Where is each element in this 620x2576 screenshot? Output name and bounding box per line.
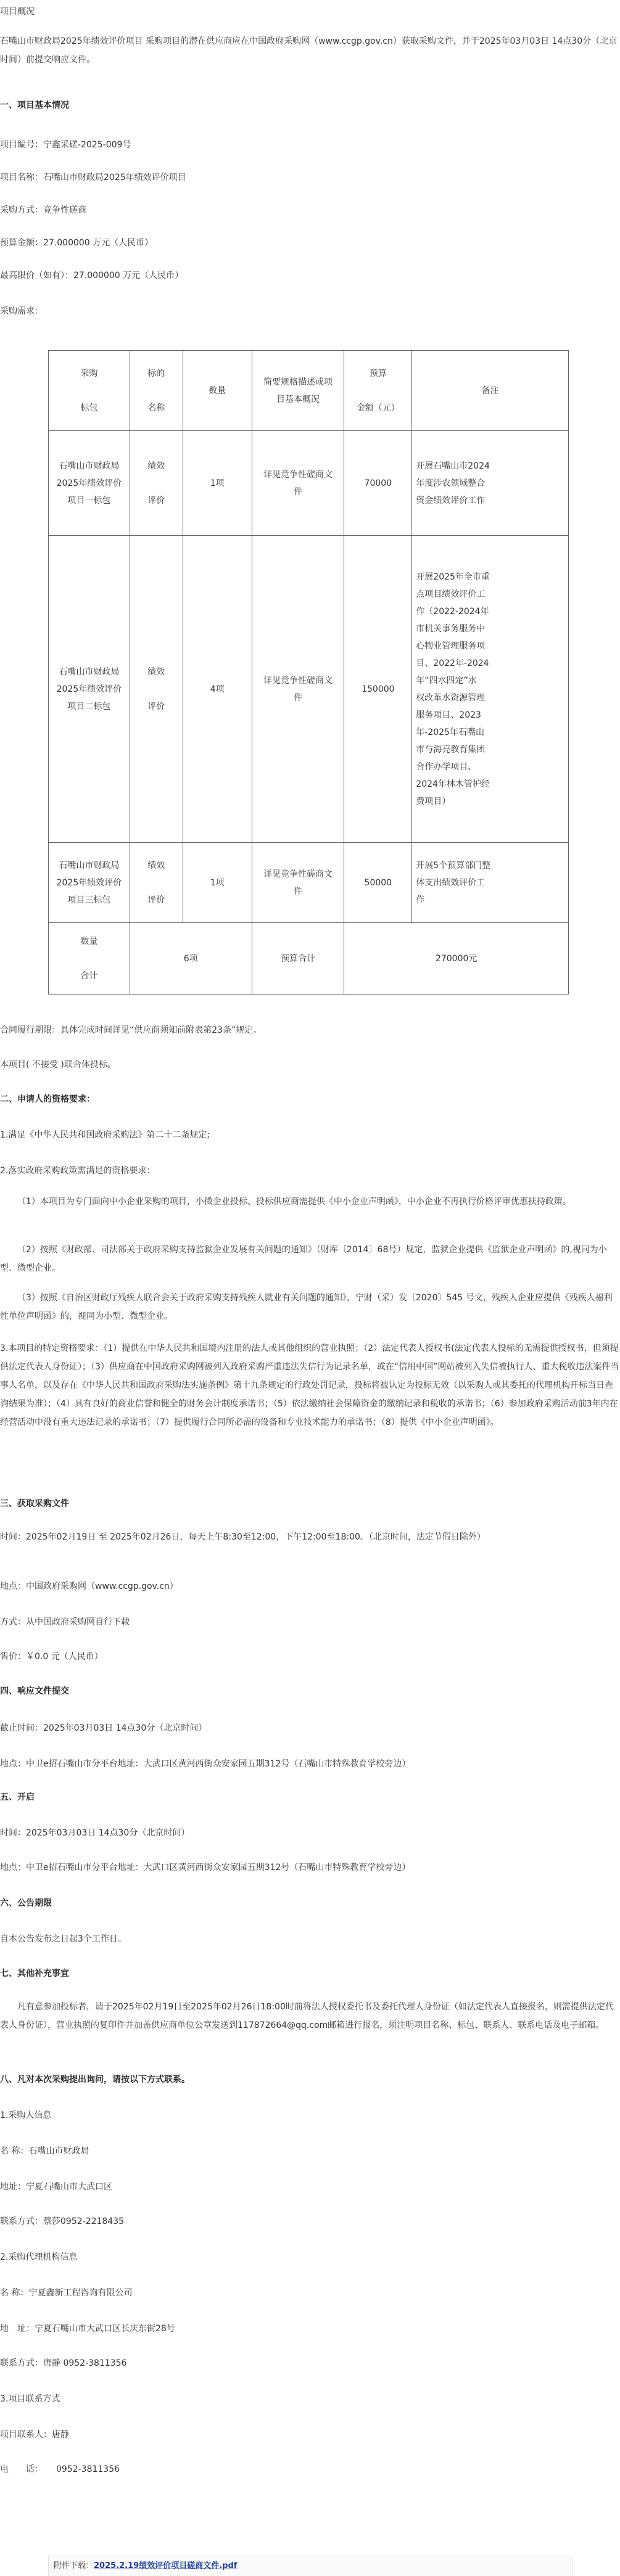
requirements-table	[48, 350, 569, 995]
max-price: 最高限价（如有）：27.000000 万元（人民币）	[0, 271, 184, 281]
table-row	[49, 843, 569, 923]
table-cell: 绩效 评价	[130, 843, 183, 923]
table-cell: 1项	[183, 843, 252, 923]
attachment-download-link[interactable]: 2025.2.19绩效评价项目磋商文件.pdf	[94, 2561, 238, 2570]
table-header: 预算 金额（元）	[344, 351, 412, 431]
table-cell: 详见竞争性磋商文 件	[252, 843, 344, 923]
policy-sme: （1）本项目为专门面向中小企业采购的项目，小微企业投标、投标供应商需提供《中小企业声明函》，中小企业不再执行价格评审优惠扶持政策。	[17, 1197, 571, 1207]
overview-title: 项目概况	[0, 7, 35, 17]
section-8-title: 八、凡对本次采购提出询问，请按以下方式联系。	[0, 2075, 190, 2085]
policy-disabled: （3）按照《自治区财政厅残疾人联合会关于政府采购支持残疾人就业有关问题的通知》，宁财（采）发〔2020〕545 号文，残疾人企业应提供《残疾人福利性单位声明函》的，视同为小型、微型企业。	[0, 1293, 613, 1321]
purchaser-address: 地址：宁夏石嘴山市大武口区	[0, 2182, 112, 2192]
total-budget-label: 预算合计	[252, 923, 344, 995]
attachment-bar	[48, 2556, 572, 2576]
table-cell: 石嘴山市财政局 2025年绩效评价 项目二标包	[49, 536, 130, 843]
section-7-title: 七、其他补充事宜	[0, 1969, 69, 1979]
project-contact-person: 项目联系人：唐静	[0, 2430, 69, 2440]
project-contact-phone: 电 话： 0952-3811356	[0, 2464, 120, 2474]
opening-place: 地点：中卫e招石嘴山市分平台地址：大武口区黄河西街众安家园五期312号（石嘴山市特殊教育学校旁边）	[0, 1863, 411, 1873]
table-cell: 详见竞争性磋商文 件	[252, 536, 344, 843]
acquire-time: 时间：2025年02月19日 至 2025年02月26日，每天上午8:30至12:00，下午12:00至18:00。（北京时间，法定节假日除外）	[0, 1532, 486, 1542]
notice-period: 自本公告发布之日起3个工作日。	[0, 1934, 126, 1944]
qualification-1: 1.满足《中华人民共和国政府采购法》第二十二条规定;	[0, 1130, 210, 1140]
table-cell: 详见竞争性磋商文 件	[252, 431, 344, 536]
table-cell: 50000	[344, 843, 412, 923]
section-3-title: 三、获取采购文件	[0, 1499, 69, 1509]
demand-label: 采购需求：	[0, 306, 43, 316]
table-header: 备注	[412, 351, 569, 431]
procurement-method: 采购方式：竞争性磋商	[0, 205, 86, 215]
acquire-price: 售价：￥0.0 元（人民币）	[0, 1652, 103, 1662]
table-cell: 石嘴山市财政局 2025年绩效评价 项目三标包	[49, 843, 130, 923]
acquire-place: 地点：中国政府采购网（www.ccgp.gov.cn）	[0, 1581, 178, 1591]
table-cell: 开展石嘴山市2024 年度涉农领域整合 资金绩效评价工作	[412, 431, 569, 536]
project-number: 项目编号：宁鑫采磋-2025-009号	[0, 140, 131, 150]
table-header-row	[49, 351, 569, 431]
attachment-label: 附件下载：	[54, 2561, 94, 2570]
agency-name: 名 称：宁夏鑫新工程咨询有限公司	[0, 2288, 133, 2298]
table-row	[49, 431, 569, 536]
section-6-title: 六、公告期限	[0, 1898, 52, 1908]
section-2-title: 二、申请人的资格要求：	[0, 1094, 95, 1104]
table-cell: 70000	[344, 431, 412, 536]
project-contact-title: 3.项目联系方式	[0, 2394, 60, 2404]
table-row	[49, 536, 569, 843]
section-5-title: 五、开启	[0, 1792, 35, 1802]
submit-deadline: 截止时间：2025年03月03日 14点30分（北京时间）	[0, 1723, 207, 1733]
consortium-note: 本项目( 不接受 )联合体投标。	[0, 1060, 116, 1070]
table-cell: 绩效 评价	[130, 431, 183, 536]
table-cell: 150000	[344, 536, 412, 843]
submit-place: 地点：中卫e招石嘴山市分平台地址：大武口区黄河西街众安家园五期312号（石嘴山市特殊教育学校旁边）	[0, 1759, 411, 1769]
section-4-title: 四、响应文件提交	[0, 1686, 69, 1696]
table-cell: 石嘴山市财政局 2025年绩效评价 项目一标包	[49, 431, 130, 536]
purchaser-name: 名 称：石嘴山市财政局	[0, 2146, 89, 2156]
overview-text: 石嘴山市财政局2025年绩效评价项目 采购项目的潜在供应商应在中国政府采购网（www.ccgp.gov.cn）获取采购文件，并于2025年03月03日 14点30分（北京时间）前提交响应文件。	[0, 36, 618, 65]
contract-period: 合同履行期限：具体完成时间详见“供应商须知前附表第23条”规定。	[0, 1025, 262, 1035]
table-header: 简要规格描述或项 目基本概况	[252, 351, 344, 431]
table-cell: 开展5个预算部门整 体支出绩效评价工 作	[412, 843, 569, 923]
supplementary-text: 凡有意参加投标者，请于2025年02月19日至2025年02月26日18:00时前将法人授权委托书及委托代理人身份证（如法定代表人直接报名，则需提供法定代表人身份证），营业执照的复印件并加盖供应商单位公章发送到117872664@qq.com邮箱进行报名，须注明项目名称、标包、联系人、联系电话及电子邮箱。	[0, 2002, 614, 2030]
total-quantity: 6项	[130, 923, 252, 995]
opening-time: 时间：2025年03月03日 14点30分（北京时间）	[0, 1828, 190, 1838]
table-header: 采购 标包	[49, 351, 130, 431]
table-cell: 绩效 评价	[130, 536, 183, 843]
agency-address: 地 址：宁夏石嘴山市大武口区长庆东街28号	[0, 2324, 175, 2334]
table-cell: 1项	[183, 431, 252, 536]
table-cell: 4项	[183, 536, 252, 843]
agency-title: 2.采购代理机构信息	[0, 2252, 78, 2262]
table-total-row	[49, 923, 569, 995]
purchaser-phone: 联系方式：蔡莎0952-2218435	[0, 2217, 125, 2226]
section-1-title: 一、项目基本情况	[0, 100, 69, 110]
table-cell: 开展2025年全市重 点项目绩效评价工 作（2022-2024年 市机关事务服务中 心物业管理服务项 目、2022年-2024 年“四水四定”水 权改革水资源管理 服务项目、2023 年-2025年石嘴山 市与海亮教育集团 合作办学项目、 2024年林木管护经 费项目）	[412, 536, 569, 843]
table-header: 数量	[183, 351, 252, 431]
purchaser-title: 1.采购人信息	[0, 2110, 52, 2120]
project-name: 项目名称：石嘴山市财政局2025年绩效评价项目	[0, 173, 186, 183]
specific-qualification: 3.本项目的特定资格要求：（1）提供在中华人民共和国境内注册的法人或其他组织的营业执照；（2）法定代表人授权书(法定代表人投标的无需提供授权书，但须提供法定代表人身份证）；（3）供应商在中国政府采购网被列入政府采购严重违法失信行为记录名单，或在“信用中国”网站被列入失信被执行人、重大税收违法案件当事人名单，以及存在《中华人民共和国政府采购法实施条例》第十九条规定的行政处罚记录，投标将被认定为投标无效（以采购人或其委托的代理机构开标当日查询结果为准）；（4）具有良好的商业信誉和健全的财务会计制度承诺书；（5）依法缴纳社会保障资金的缴纳记录和税收的承诺书；（6）参加政府采购活动前3年内在经营活动中没有重大违法记录的承诺书；（7）提供履行合同所必需的设备和专业技术能力的承诺书；（8）提供《中小企业声明函》。	[0, 1343, 619, 1427]
table-header: 标的 名称	[130, 351, 183, 431]
budget-amount: 预算金额：27.000000 万元（人民币）	[0, 238, 154, 248]
acquire-way: 方式：从中国政府采购网自行下载	[0, 1617, 130, 1627]
qualification-2: 2.落实政府采购政策需满足的资格要求：	[0, 1166, 155, 1176]
total-quantity-label: 数量 合计	[49, 923, 130, 995]
total-budget: 270000元	[344, 923, 569, 995]
agency-phone: 联系方式：唐静 0952-3811356	[0, 2358, 127, 2368]
policy-prison: （2）按照《财政部、司法部关于政府采购支持监狱企业发展有关问题的通知》（财库〔2014〕68号）规定，监狱企业提供《监狱企业声明函》的,视同为小型、微型企业。	[0, 1245, 607, 1273]
